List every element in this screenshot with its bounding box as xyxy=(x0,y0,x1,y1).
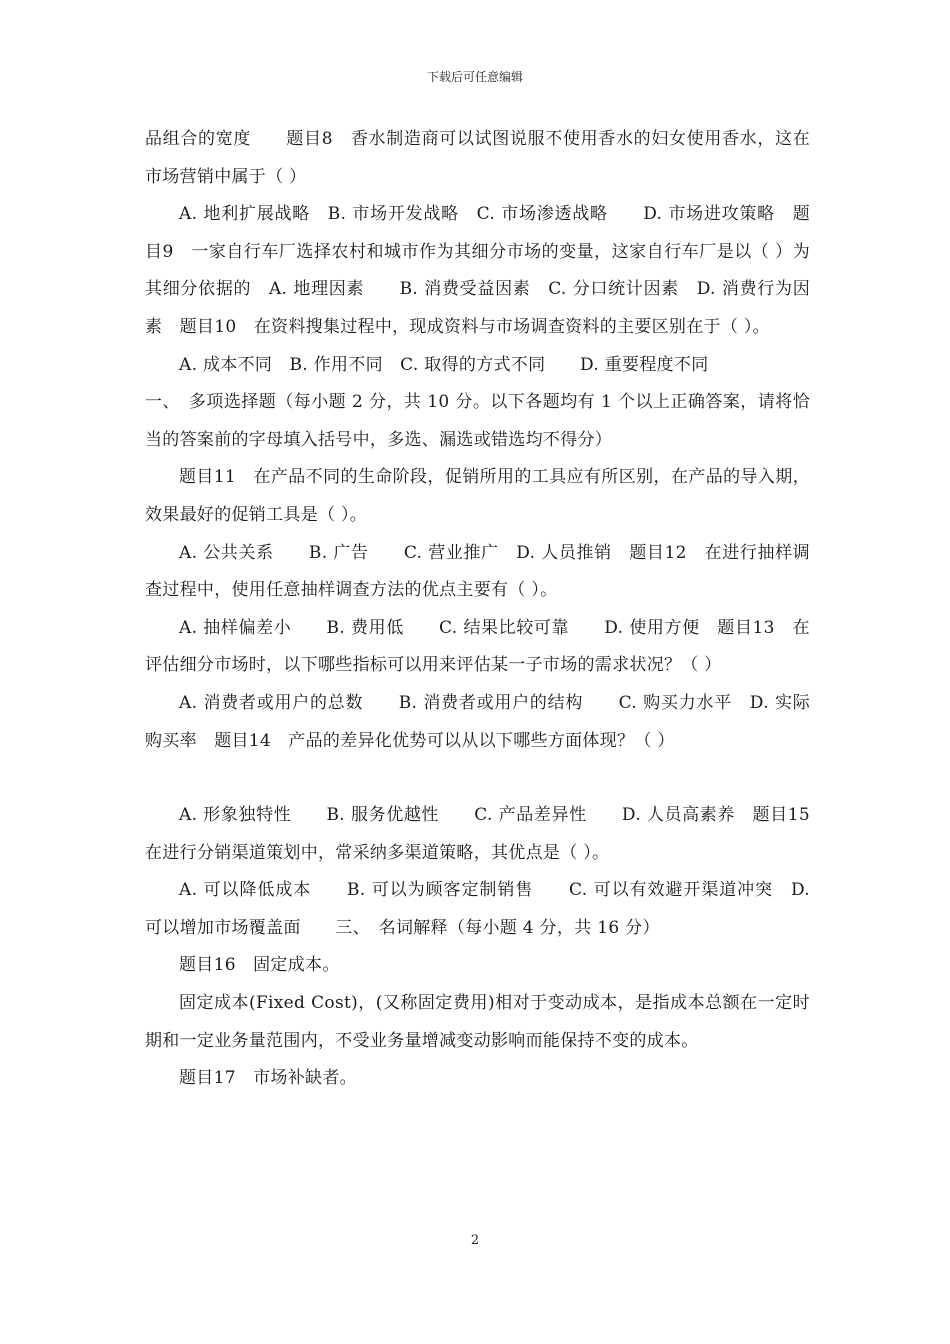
paragraph-2: A. 地利扩展战略 B. 市场开发战略 C. 市场渗透战略 D. 市场进攻策略 题目9 一家自行车厂选择农村和城市作为其细分市场的变量，这家自行车厂是以（ ）为其细分依据的 A. 地理因素 B. 消费受益因素 C. 分口统计因素 D. 消费行为因素 题目10 在资料搜集过程中，现成资料与市场调查资料的主要区别在于（ ）。 xyxy=(145,204,810,337)
paragraph-12: 固定成本(Fixed Cost)，(又称固定费用)相对于变动成本，是指成本总额在一定时期和一定业务量范围内，不受业务量增减变动影响而能保持不变的成本。 xyxy=(145,993,810,1051)
paragraph-4-section-heading: 一、 多项选择题（每小题 2 分，共 10 分。以下各题均有 1 个以上正确答案，请将恰当的答案前的字母填入括号中，多选、漏选或错选均不得分） xyxy=(145,392,810,450)
paragraph-11: 题目16 固定成本。 xyxy=(179,955,340,976)
paragraph-10: A. 可以降低成本 B. 可以为顾客定制销售 C. 可以有效避开渠道冲突 D. 可以增加市场覆盖面 三、 名词解释（每小题 4 分，共 16 分） xyxy=(145,880,810,938)
paragraph-6: A. 公共关系 B. 广告 C. 营业推广 D. 人员推销 题目12 在进行抽样调查过程中，使用任意抽样调查方法的优点主要有（ ）。 xyxy=(145,542,810,601)
page-header: 下载后可任意编辑 xyxy=(426,70,523,84)
paragraph-3: A. 成本不同 B. 作用不同 C. 取得的方式不同 D. 重要程度不同 xyxy=(179,354,709,375)
paragraph-9: A. 形象独特性 B. 服务优越性 C. 产品差异性 D. 人员高素养 题目15 在进行分销渠道策划中，常采纳多渠道策略，其优点是（ ）。 xyxy=(145,805,828,863)
paragraph-7: A. 抽样偏差小 B. 费用低 C. 结果比较可靠 D. 使用方便 题目13 在评估细分市场时，以下哪些指标可以用来评估某一子市场的需求状况？（ ） xyxy=(145,617,810,676)
paragraph-13: 题目17 市场补缺者。 xyxy=(179,1068,357,1089)
document-body xyxy=(145,121,828,1098)
paragraph-8: A. 消费者或用户的总数 B. 消费者或用户的结构 C. 购买力水平 D. 实际购买率 题目14 产品的差异化优势可以从以下哪些方面体现？（ ） xyxy=(145,692,810,751)
page-number: 2 xyxy=(470,1233,480,1248)
paragraph-1: 品组合的宽度 题目8 香水制造商可以试图说服不使用香水的妇女使用香水，这在市场营销中属于（ ） xyxy=(145,129,810,187)
paragraph-5: 题目11 在产品不同的生命阶段，促销所用的工具应有所区别，在产品的导入期，效果最好的促销工具是（ ）。 xyxy=(145,467,810,525)
blank-line xyxy=(145,760,810,797)
